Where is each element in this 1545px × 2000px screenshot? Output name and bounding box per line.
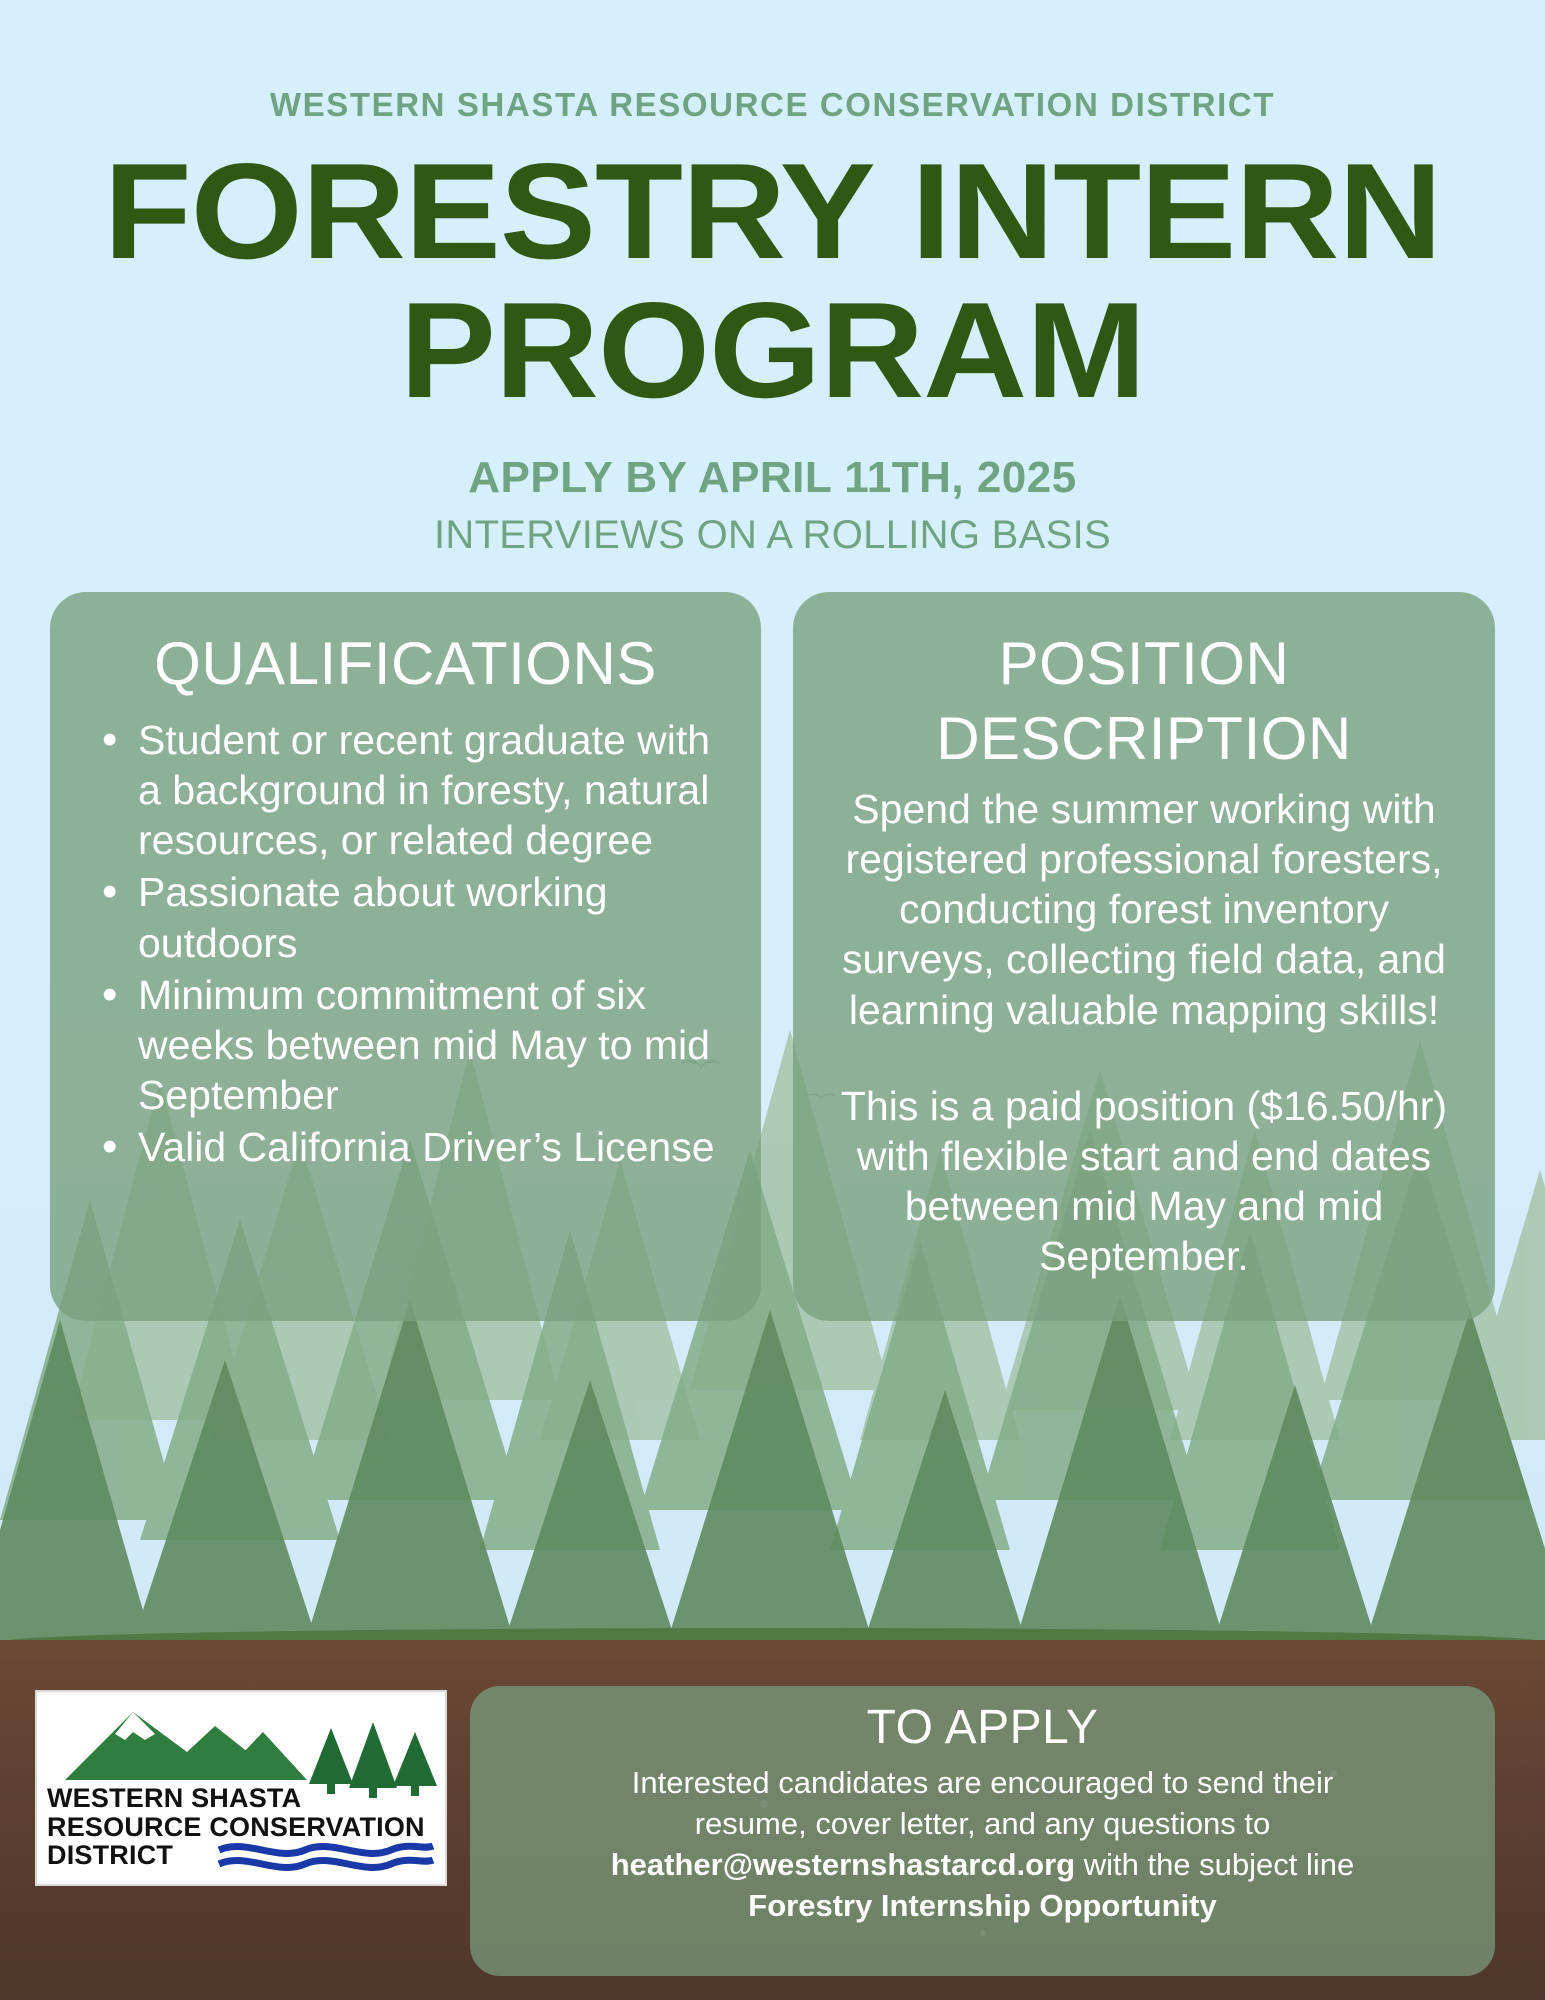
to-apply-heading: TO APPLY	[866, 1701, 1099, 1754]
position-description-card	[793, 592, 1495, 1320]
position-paragraph-1: Spend the summer working with registered professional foresters, conducting forest inventory surveys, collecting field data, and learning valuable mapping skills!	[842, 786, 1446, 1033]
organization-logo	[35, 1690, 447, 1886]
apply-deadline: APPLY BY APRIL 11TH, 2025	[468, 453, 1077, 503]
qualifications-list	[84, 715, 727, 1171]
to-apply-line-2: resume, cover letter, and any questions to	[694, 1805, 1271, 1841]
qualifications-card	[50, 592, 761, 1320]
position-heading-line-1: POSITION	[998, 630, 1290, 698]
title-line-1: FORESTRY INTERN	[103, 135, 1442, 287]
page-title	[0, 124, 1545, 426]
footer-area	[0, 1670, 1545, 2000]
logo-wordmark	[47, 1784, 425, 1870]
logo-line-3: DISTRICT	[47, 1840, 174, 1871]
to-apply-line-3-tail: with the subject line	[1075, 1846, 1355, 1882]
contact-email[interactable]: heather@westernshastarcd.org	[610, 1846, 1076, 1882]
list-item: • Passionate about working outdoors	[90, 867, 727, 967]
position-heading	[827, 626, 1461, 776]
organization-name: WESTERN SHASTA RESOURCE CONSERVATION DISTRICT	[269, 86, 1276, 123]
logo-line-2: RESOURCE CONSERVATION	[47, 1811, 425, 1842]
list-item: • Minimum commitment of six weeks between mid May to mid September	[90, 970, 727, 1120]
subject-line: Forestry Internship Opportunity	[748, 1887, 1217, 1923]
interview-note: INTERVIEWS ON A ROLLING BASIS	[433, 513, 1112, 558]
to-apply-card	[470, 1686, 1495, 1976]
position-heading-line-2: DESCRIPTION	[936, 705, 1352, 773]
title-line-2: PROGRAM	[399, 273, 1146, 426]
list-item: • Valid California Driver’s License	[90, 1122, 727, 1172]
to-apply-line-3	[496, 1845, 1469, 1886]
content-cards	[40, 558, 1505, 1320]
qualifications-heading: QUALIFICATIONS	[154, 630, 657, 698]
position-paragraph-2: This is a paid position ($16.50/hr) with flexible start and end dates between mid May and mid September.	[840, 1082, 1448, 1279]
list-item: • Student or recent graduate with a background in foresty, natural resources, or related degree	[90, 715, 727, 865]
to-apply-line-1: Interested candidates are encouraged to send their	[631, 1765, 1334, 1800]
logo-line-1: WESTERN SHASTA	[47, 1783, 302, 1813]
